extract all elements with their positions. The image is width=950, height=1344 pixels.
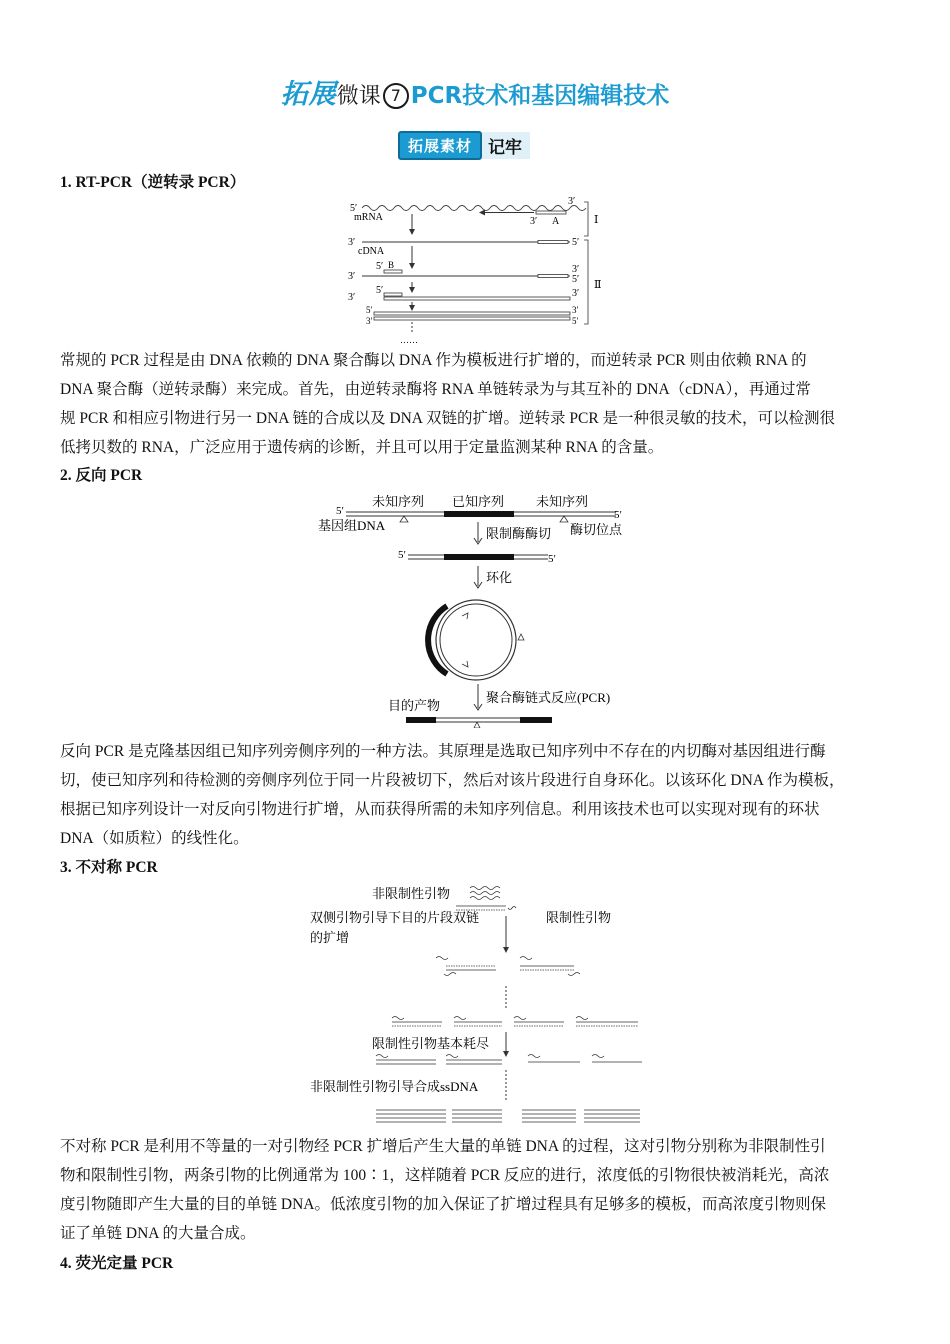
section-2-line-1: 反向 PCR 是克隆基因组已知序列旁侧序列的一种方法。其原理是选取已知序列中不存在的内切酶对基因组进行酶 — [60, 743, 826, 760]
section-badge — [398, 132, 530, 158]
mrna-strand — [362, 206, 586, 211]
digest-arrow — [474, 522, 482, 544]
page-title — [0, 72, 950, 111]
product-label: 目的产物 — [388, 698, 441, 713]
title-number: 7 — [383, 83, 409, 109]
section-1-line-3: 规 PCR 和相应引物进行另一 DNA 链的合成以及 DNA 双链的扩增。逆转录 PCR 是一种很灵敏的技术，可以检测很 — [60, 410, 836, 427]
section-4-heading: 4. 荧光定量 PCR — [60, 1255, 174, 1272]
fig1-3prime-b: 3′ — [530, 216, 538, 227]
stage-2-label: Ⅱ — [594, 279, 602, 291]
title-part2: 微课 — [336, 84, 381, 109]
circularize-arrow — [474, 566, 482, 588]
primer-b — [384, 270, 402, 273]
restriction-label: 限制酶酶切 — [486, 526, 552, 541]
cycle1-products — [436, 957, 580, 976]
product-known-right — [520, 717, 552, 723]
cut-site-label: 酶切位点 — [570, 522, 623, 537]
section-1-line-4: 低拷贝数的 RNA，广泛应用于遗传病的诊断，并且可以用于定量监测某种 RNA 的含量。 — [60, 439, 664, 456]
section-1-line-2: DNA 聚合酶（逆转录酶）来完成。首先，由逆转录酶将 RNA 单链转录为与其互补的 DNA（cDNA），再通过常 — [60, 381, 811, 398]
stage-2-bracket — [584, 240, 588, 324]
circular-cut-site-icon — [518, 634, 524, 640]
section-1-heading: 1. RT-PCR（逆转录 PCR） — [60, 174, 246, 191]
title-part1: 拓展 — [280, 79, 337, 110]
fig2-5prime-d: 5′ — [548, 553, 556, 565]
title-main: PCR技术和基因编辑技术 — [410, 83, 670, 109]
asymmetric-pcr-figure — [306, 880, 646, 1130]
product-known-left — [406, 717, 436, 723]
fig1-3prime-a: 3′ — [568, 196, 576, 207]
known-label: 已知序列 — [452, 494, 505, 509]
nonlimiting-primer-icon — [470, 887, 500, 900]
fig1-3prime-c: 3′ — [348, 237, 356, 248]
section-2-text — [60, 737, 900, 853]
nonlimiting-primer-label: 非限制性引物 — [372, 886, 451, 901]
fig1-mrna-label: mRNA — [354, 212, 383, 223]
section-3-heading: 3. 不对称 PCR — [60, 859, 158, 876]
badge-label: 拓展素材 — [398, 131, 482, 160]
stage-1-bracket — [584, 202, 588, 236]
section-3-line-4: 证了单链 DNA 的大量合成。 — [60, 1225, 256, 1242]
cycle3-products — [376, 1055, 642, 1065]
section-3-line-1: 不对称 PCR 是利用不等量的一对引物经 PCR 扩增后产生大量的单链 DNA 的过程，这对引物分别称为非限制性引 — [60, 1138, 826, 1155]
primer-b-label: B — [388, 260, 395, 270]
step2-label: 限制性引物基本耗尽 — [372, 1036, 490, 1051]
unknown-left-label: 未知序列 — [372, 494, 425, 509]
fig1-3prime-i: 3′ — [572, 288, 580, 299]
fig2-5prime-c: 5′ — [398, 549, 406, 561]
fig2-5prime-a: 5′ — [336, 505, 344, 517]
circular-dna-outer — [436, 600, 516, 680]
rt-pcr-figure — [340, 196, 620, 344]
product-cut-site-icon — [474, 722, 480, 728]
fig1-3prime-e: 3′ — [348, 271, 356, 282]
primer-arrow-2 — [462, 661, 468, 667]
primer-arrow-1 — [462, 613, 468, 619]
fig1-5prime-c: 5′ — [572, 237, 580, 248]
pcr-label: 聚合酶链式反应(PCR) — [486, 690, 611, 705]
fig1-5prime-a: 5′ — [350, 203, 358, 214]
cycle2-products — [392, 1017, 638, 1027]
pcr-arrow — [474, 684, 482, 710]
fragment-known-region — [444, 554, 514, 560]
fig1-cdna-label: cDNA — [358, 246, 385, 257]
fig1-5prime-d: 5′ — [376, 261, 384, 272]
stage2-primer-1 — [538, 275, 568, 278]
inverse-pcr-figure — [316, 488, 646, 728]
stage-1-label: Ⅰ — [594, 214, 599, 226]
unknown-right-label: 未知序列 — [536, 494, 589, 509]
section-1-line-1: 常规的 PCR 过程是由 DNA 依赖的 DNA 聚合酶以 DNA 作为模板进行扩增的，而逆转录 PCR 则由依赖 RNA 的 — [60, 352, 807, 369]
fig1-5prime-g: 5′ — [376, 285, 384, 296]
limiting-primer-icon — [508, 907, 516, 910]
ssdna-products — [376, 1110, 640, 1122]
fig2-5prime-b: 5′ — [614, 509, 622, 521]
fig1-3prime-f: 3′ — [572, 264, 580, 275]
section-2-line-2: 切，使已知序列和待检测的旁侧序列位于同一片段被切下，然后对该片段进行自身环化。以该环化 DNA 作为模板， — [60, 772, 845, 789]
section-1-text — [60, 346, 900, 462]
cdna-primer — [538, 241, 568, 244]
genomic-dna-label: 基因组DNA — [318, 518, 386, 533]
stage2-primer-b-2 — [384, 293, 402, 296]
fig1-5prime-k: 5′ — [572, 316, 579, 326]
circularize-label: 环化 — [486, 570, 513, 585]
circular-dna-inner — [440, 604, 512, 676]
section-2-line-3: 根据已知序列设计一对反向引物进行扩增，从而获得所需的未知序列信息。利用该技术也可以实现对现有的环状 — [60, 801, 820, 818]
fig1-5prime-j: 5′ — [366, 305, 373, 315]
fig1-3prime-h: 3′ — [348, 292, 356, 303]
fig1-3prime-j: 3′ — [366, 316, 373, 326]
step3-label: 非限制性引物引导合成ssDNA — [310, 1079, 479, 1094]
primer-a-label: A — [552, 216, 560, 227]
limiting-primer-label: 限制性引物 — [546, 910, 612, 925]
stage2-strand-3 — [374, 312, 570, 315]
cut-site-right-icon — [560, 516, 568, 522]
section-3-line-2: 物和限制性引物，两条引物的比例通常为 100∶1，这样随着 PCR 反应的进行，浓度低的引物很快被消耗光，高浓 — [60, 1167, 830, 1184]
badge-suffix: 记牢 — [482, 132, 530, 159]
section-3-text — [60, 1132, 900, 1248]
fig1-3prime-k: 3′ — [572, 305, 579, 315]
section-2-heading: 2. 反向 PCR — [60, 467, 143, 484]
step1-label: 双侧引物引导下目的片段双链 — [310, 910, 480, 925]
known-region — [444, 511, 514, 517]
fig1-dots: …… — [400, 335, 418, 344]
stage2-strand-4 — [374, 317, 570, 320]
fig1-5prime-f: 5′ — [572, 274, 580, 285]
step1b-label: 的扩增 — [310, 930, 350, 945]
section-3-line-3: 度引物随即产生大量的目的单链 DNA。低浓度引物的加入保证了扩增过程具有足够多的模板，而高浓度引物则保 — [60, 1196, 826, 1213]
section-2-line-4: DNA（如质粒）的线性化。 — [60, 830, 249, 847]
cut-site-left-icon — [400, 516, 408, 522]
stage2-strand-2 — [384, 297, 570, 300]
primer-a — [536, 211, 566, 214]
